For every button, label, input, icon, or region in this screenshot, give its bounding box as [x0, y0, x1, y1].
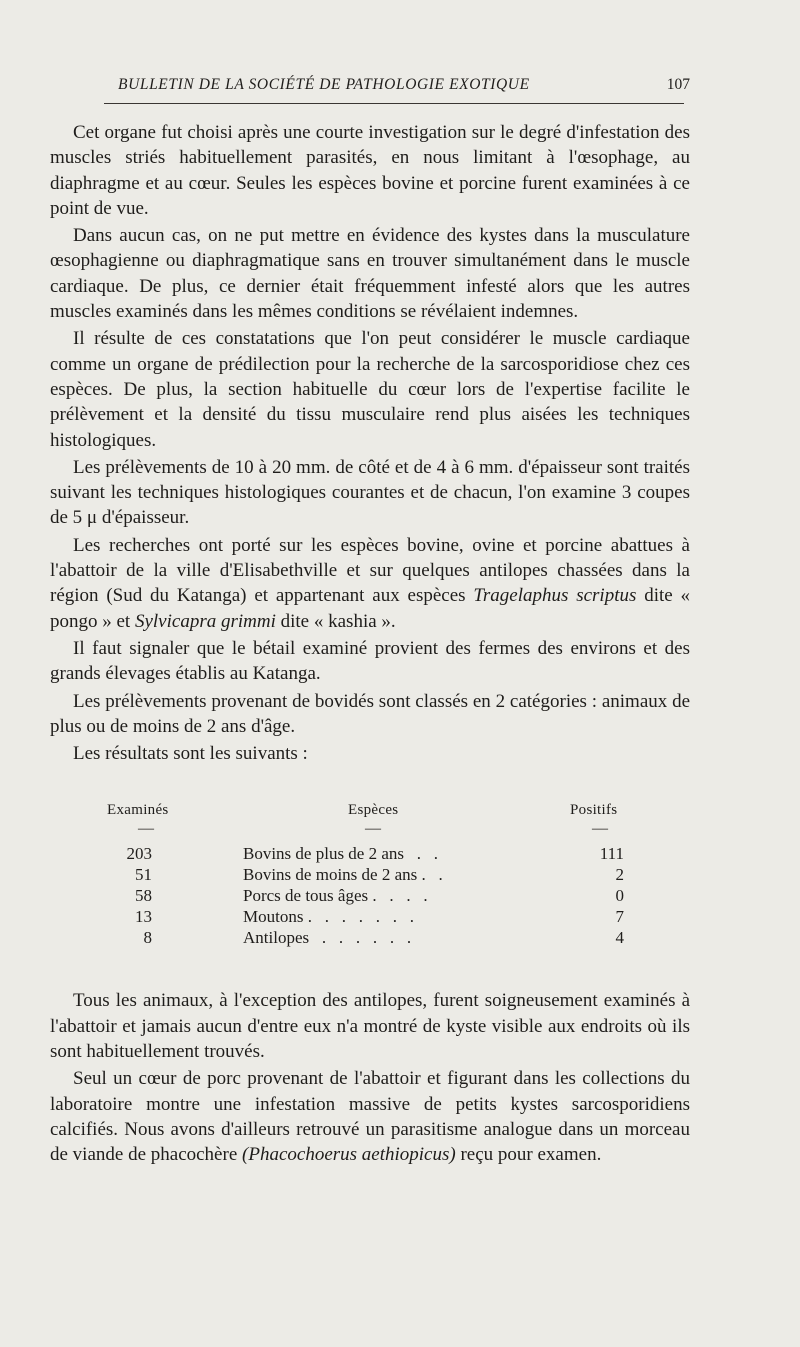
column-header-positive: Positifs [570, 802, 618, 819]
species-name: (Phacochoerus aethiopicus) [242, 1144, 456, 1166]
species-label: Bovins de moins de 2 ans . . [243, 865, 443, 885]
positive-count: 7 [615, 907, 624, 927]
positive-count: 111 [599, 844, 624, 864]
positive-count: 0 [615, 886, 624, 906]
paragraph-species [50, 533, 690, 634]
species-label: Moutons . . . . . . . [243, 907, 414, 927]
table-row [50, 928, 690, 949]
table-row [50, 844, 690, 865]
table-row [50, 886, 690, 907]
paragraph: Les résultats sont les suivants : [73, 743, 308, 765]
column-header-examined: Examinés [107, 802, 169, 819]
text-run: dite « kashia ». [275, 610, 396, 632]
paragraph: Les prélèvements provenant de bovidés sont classés en 2 catégories : animaux de plus ou de moins de 2 ans d'âge. [50, 690, 690, 737]
examined-count: 8 [143, 928, 152, 948]
species-name: Sylvicapra grimmi [134, 610, 276, 632]
column-header-species: Espèces [348, 802, 399, 819]
table-row [50, 907, 690, 928]
species-name: Tragelaphus scriptus [473, 585, 637, 607]
results-table [50, 802, 690, 952]
table-row [50, 865, 690, 886]
paragraph: Cet organe fut choisi après une courte investigation sur le degré d'infestation des muscles striés habituellement parasités, en nous limitant à l'œsophage, au diaphragme et au cœur. Seules les espèces bovine et porcine furent examinées à ce point de vue. [50, 122, 690, 219]
examined-count: 51 [135, 865, 152, 885]
column-rule: — [138, 820, 154, 838]
column-rule: — [592, 820, 608, 838]
species-label: Porcs de tous âges . . . . [243, 886, 428, 906]
species-label: Bovins de plus de 2 ans . . [243, 844, 439, 864]
header-rule [104, 103, 684, 104]
journal-title: BULLETIN DE LA SOCIÉTÉ DE PATHOLOGIE EXOTIQUE [118, 76, 530, 93]
paragraph: Il résulte de ces constatations que l'on peut considérer le muscle cardiaque comme un organe de prédilection pour la recherche de la sarcosporidiose chez ces espèces. De plus, la section habituelle du cœur lors de l'expertise facilite le prélèvement et la densité du tissu musculaire rend plus aisées les techniques histologiques. [50, 328, 690, 451]
paragraph: Il faut signaler que le bétail examiné provient des fermes des environs et des grands élevages établis au Katanga. [50, 637, 690, 685]
species-label: Antilopes . . . . . . [243, 928, 412, 948]
running-header [118, 76, 690, 102]
text-run: Seul un cœur de porc provenant de l'abattoir et figurant dans les collections du laboratoire montre une infestation massive de petits kystes sarcosporidiens calcifiés. Nous avons d'ailleurs retrouvé un parasitisme analogue dans un morceau de viande de phacochère [50, 1068, 690, 1166]
text-run: Les recherches ont porté sur les espèces bovine, ovine et porcine abattues à l'abattoir de la ville d'Elisabethville et sur quelques antilopes chassées dans la région (Sud du Katanga) et appartenant aux espèces [50, 534, 690, 607]
positive-count: 4 [615, 928, 624, 948]
page-number: 107 [666, 76, 690, 93]
text-run: dite « pongo » et [50, 585, 690, 632]
paragraph: Tous les animaux, à l'exception des antilopes, furent soigneusement examinés à l'abattoir et jamais aucun d'entre eux n'a montré de kyste visible aux endroits où ils sont habituellement trouvés. [50, 990, 690, 1063]
examined-count: 13 [135, 907, 152, 927]
examined-count: 58 [135, 886, 152, 906]
positive-count: 2 [615, 865, 624, 885]
article-body [50, 120, 690, 1170]
text-run: reçu pour examen. [455, 1144, 602, 1166]
column-rule: — [365, 820, 381, 838]
paragraph: Les prélèvements de 10 à 20 mm. de côté et de 4 à 6 mm. d'épaisseur sont traités suivant les techniques histologiques courantes et de chacun, l'on examine 3 coupes de 5 μ d'épaisseur. [50, 456, 690, 529]
paragraph: Dans aucun cas, on ne put mettre en évidence des kystes dans la musculature œsophagienne ou diaphragmatique sans en trouver simultanément dans le muscle cardiaque. De plus, ce dernier était fréquemment infesté alors que les autres muscles examinés dans les mêmes conditions se révélaient indemnes. [50, 225, 690, 323]
examined-count: 203 [126, 844, 152, 864]
paragraph-phacochere [50, 1066, 690, 1167]
